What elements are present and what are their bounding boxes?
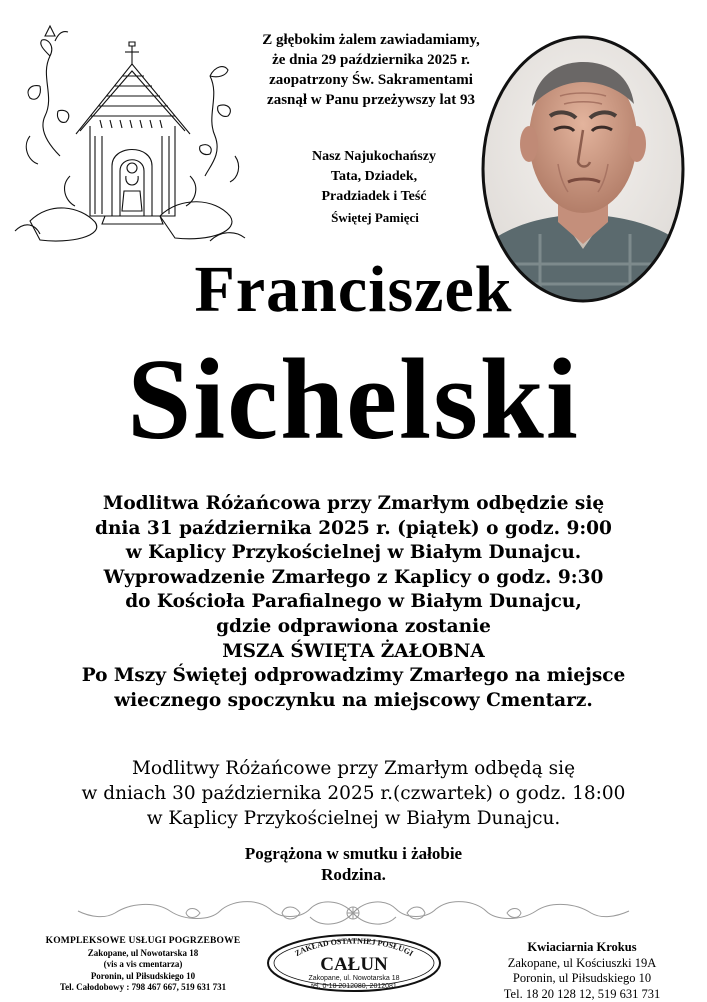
- schedule-line: wiecznego spoczynku na miejscowy Cmentarz.: [10, 689, 697, 714]
- rosary-line: Modlitwy Różańcowe przy Zmarłym odbędą się: [10, 756, 697, 781]
- florist-phone: Tel. 18 20 128 12, 519 631 731: [466, 987, 698, 1002]
- family-line: Pradziadek i Teść: [256, 187, 492, 207]
- funeral-home-title: KOMPLEKSOWE USŁUGI POGRZEBOWE: [18, 936, 268, 948]
- stamp-phone: tel. 0-18 2012080, 2012081: [311, 983, 397, 990]
- deceased-last-name: Sichelski: [0, 325, 707, 475]
- chapel-drawing-icon: [10, 16, 248, 248]
- closing-line: Pogrążona w smutku i żałobie: [10, 843, 697, 864]
- funeral-schedule: [10, 492, 697, 713]
- intro-line: Z głębokim żalem zawiadamiamy,: [246, 30, 496, 50]
- rosary-line: w dniach 30 października 2025 r.(czwartek) o godz. 18:00: [10, 781, 697, 806]
- rosary-line: w Kaplicy Przykościelnej w Białym Dunajcu.: [10, 806, 697, 831]
- intro-line: zasnął w Panu przeżywszy lat 93: [246, 90, 496, 110]
- schedule-line: dnia 31 października 2025 r. (piątek) o godz. 9:00: [10, 517, 697, 542]
- funeral-home-info: [18, 936, 268, 994]
- deceased-first-name: Franciszek: [0, 250, 707, 330]
- intro-text: [246, 30, 496, 110]
- schedule-line: Po Mszy Świętej odprowadzimy Zmarłego na miejsce: [10, 664, 697, 689]
- florist-info: [466, 940, 698, 1002]
- funeral-home-address: Zakopane, ul Nowotarska 18: [18, 948, 268, 960]
- schedule-line: Wyprowadzenie Zmarłego z Kaplicy o godz. 9:30: [10, 566, 697, 591]
- stamp-address: Zakopane, ul. Nowotarska 18: [308, 975, 399, 982]
- florist-title: Kwiaciarnia Krokus: [466, 940, 698, 956]
- calun-stamp-logo: [265, 932, 443, 994]
- stamp-top-text: ZAKŁAD OSTATNIEJ POSŁUGI: [293, 936, 415, 958]
- intro-line: zaopatrzony Św. Sakramentami: [246, 70, 496, 90]
- schedule-line: do Kościoła Parafialnego w Białym Dunajcu,: [10, 590, 697, 615]
- closing-line: Rodzina.: [10, 864, 697, 885]
- schedule-line: w Kaplicy Przykościelnej w Białym Dunajcu.: [10, 541, 697, 566]
- family-relation: [256, 147, 492, 207]
- mass-title: MSZA ŚWIĘTA ŻAŁOBNA: [10, 640, 697, 665]
- intro-line: że dnia 29 października 2025 r.: [246, 50, 496, 70]
- family-line: Nasz Najukochańszy: [256, 147, 492, 167]
- schedule-line: Modlitwa Różańcowa przy Zmarłym odbędzie się: [10, 492, 697, 517]
- floral-ornament-icon: [70, 895, 637, 931]
- schedule-line: gdzie odprawiona zostanie: [10, 615, 697, 640]
- florist-address: Poronin, ul Piłsudskiego 10: [466, 971, 698, 987]
- stamp-name: CAŁUN: [320, 954, 388, 975]
- funeral-home-phone: Tel. Całodobowy : 798 467 667, 519 631 731: [18, 982, 268, 994]
- memory-label: Świętej Pamięci: [300, 210, 450, 226]
- funeral-home-note: (vis a vis cmentarza): [18, 959, 268, 971]
- rosary-prayers-notice: [10, 756, 697, 831]
- closing-signature: [10, 843, 697, 885]
- family-line: Tata, Dziadek,: [256, 167, 492, 187]
- funeral-home-address: Poronin, ul Piłsudskiego 10: [18, 971, 268, 983]
- florist-address: Zakopane, ul Kościuszki 19A: [466, 956, 698, 972]
